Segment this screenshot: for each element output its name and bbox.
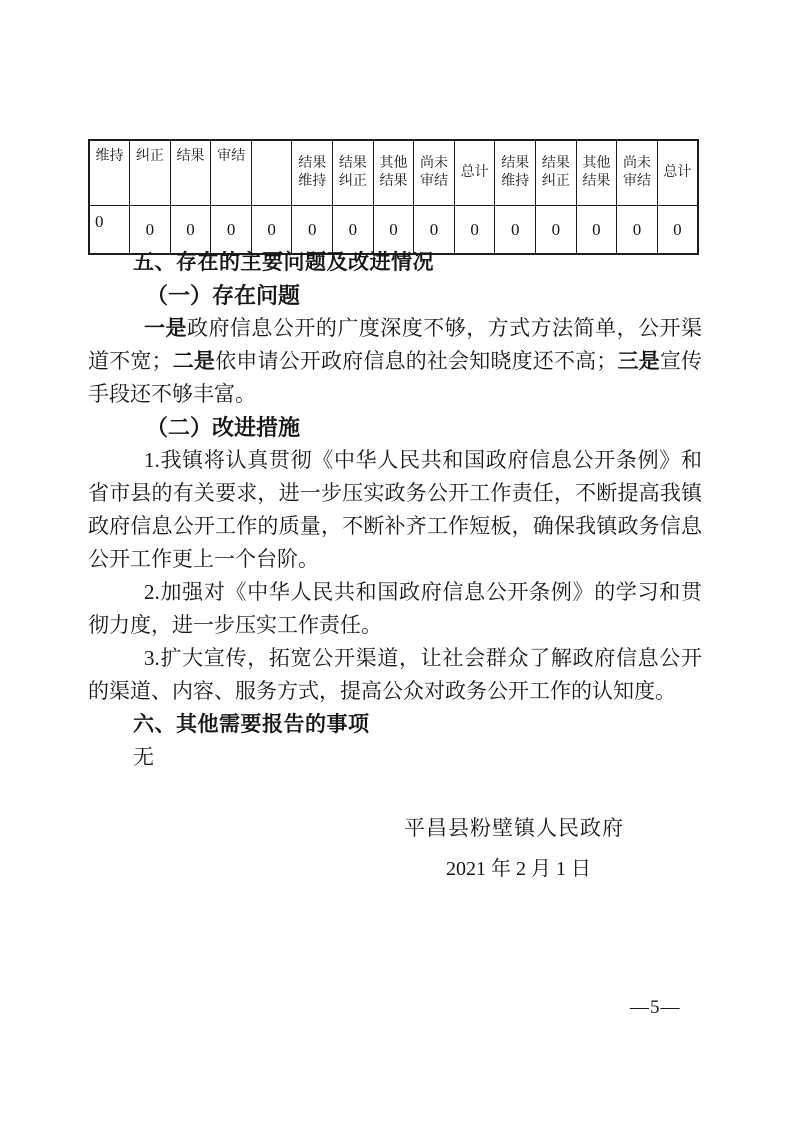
table-value-cell: 0: [130, 206, 171, 255]
table-header-cell: 其他结果: [373, 140, 414, 206]
table-header-cell: 结果维持: [495, 140, 536, 206]
other-content: 无: [133, 745, 154, 769]
table-header-cell: 结果: [170, 140, 211, 206]
measure-item-1: 1.我镇将认真贯彻《中华人民共和国政府信息公开条例》和省市县的有关要求，进一步压实政务公开工作责任，不断提高我镇政府信息公开工作的质量，不断补齐工作短板，确保我镇政务信息公开工作更上一个台阶。: [88, 448, 702, 571]
page-number: —5—: [630, 997, 681, 1018]
table-value-cell: 0: [333, 206, 374, 255]
table-value-cell: 0: [657, 206, 698, 255]
review-litigation-results-table: [88, 139, 699, 255]
table-value-cell: 0: [170, 206, 211, 255]
table-value-cell: 0: [576, 206, 617, 255]
measures-subheading: （二）改进措施: [146, 415, 301, 440]
table-value-cell: 0: [454, 206, 495, 255]
table-header-cell: 维持: [89, 140, 130, 206]
table-header-cell: 尚未审结: [617, 140, 658, 206]
section-6-heading: 六、其他需要报告的事项: [133, 713, 370, 736]
table-header-cell: 总计: [454, 140, 495, 206]
table-value-cell: 0: [251, 206, 292, 255]
problems-lead-2: 二是: [172, 349, 216, 373]
table-header-cell: 审结: [211, 140, 252, 206]
table-value-cell: 0: [292, 206, 333, 255]
table-value-cell: 0: [89, 206, 130, 255]
measure-item-2: 2.加强对《中华人民共和国政府信息公开条例》的学习和贯彻力度，进一步压实工作责任。: [88, 580, 702, 637]
signature-date: 2021 年 2 月 1 日: [446, 858, 591, 880]
problems-text-1: 政府信息公开的广度深度不够，方式方法简单，公开渠道不宽；: [88, 316, 703, 373]
problems-text-2: 依申请公开政府信息的社会知晓度还不高；: [215, 349, 618, 373]
signature-block: [88, 812, 700, 886]
table-header-cell: 纠正: [130, 140, 171, 206]
table-header-cell: [251, 140, 292, 206]
table-header-cell: 总计: [657, 140, 698, 206]
table-value-cell: 0: [373, 206, 414, 255]
document-body: [88, 246, 702, 774]
section-5-heading: 五、存在的主要问题及改进情况: [133, 251, 434, 274]
problems-lead-3: 三是: [617, 349, 660, 373]
table-header-cell: 结果维持: [292, 140, 333, 206]
table-header-cell: 其他结果: [576, 140, 617, 206]
table-header-cell: 结果纠正: [536, 140, 577, 206]
table-value-cell: 0: [536, 206, 577, 255]
table-value-cell: 0: [414, 206, 455, 255]
problems-paragraph: [88, 312, 702, 411]
table-header-cell: 尚未审结: [414, 140, 455, 206]
problems-lead-1: 一是: [144, 316, 187, 340]
table-header-cell: 结果纠正: [333, 140, 374, 206]
table-value-cell: 0: [617, 206, 658, 255]
problems-text-3: 宣传手段还不够丰富。: [88, 349, 703, 406]
table-value-cell: 0: [495, 206, 536, 255]
measure-item-3: 3.扩大宣传，拓宽公开渠道，让社会群众了解政府信息公开的渠道、内容、服务方式，提高公众对政务公开工作的认知度。: [88, 646, 702, 703]
signature-org: 平昌县粉壁镇人民政府: [404, 816, 624, 840]
table-header-row: [89, 140, 698, 206]
table-value-cell: 0: [211, 206, 252, 255]
problems-subheading: （一）存在问题: [146, 283, 301, 308]
